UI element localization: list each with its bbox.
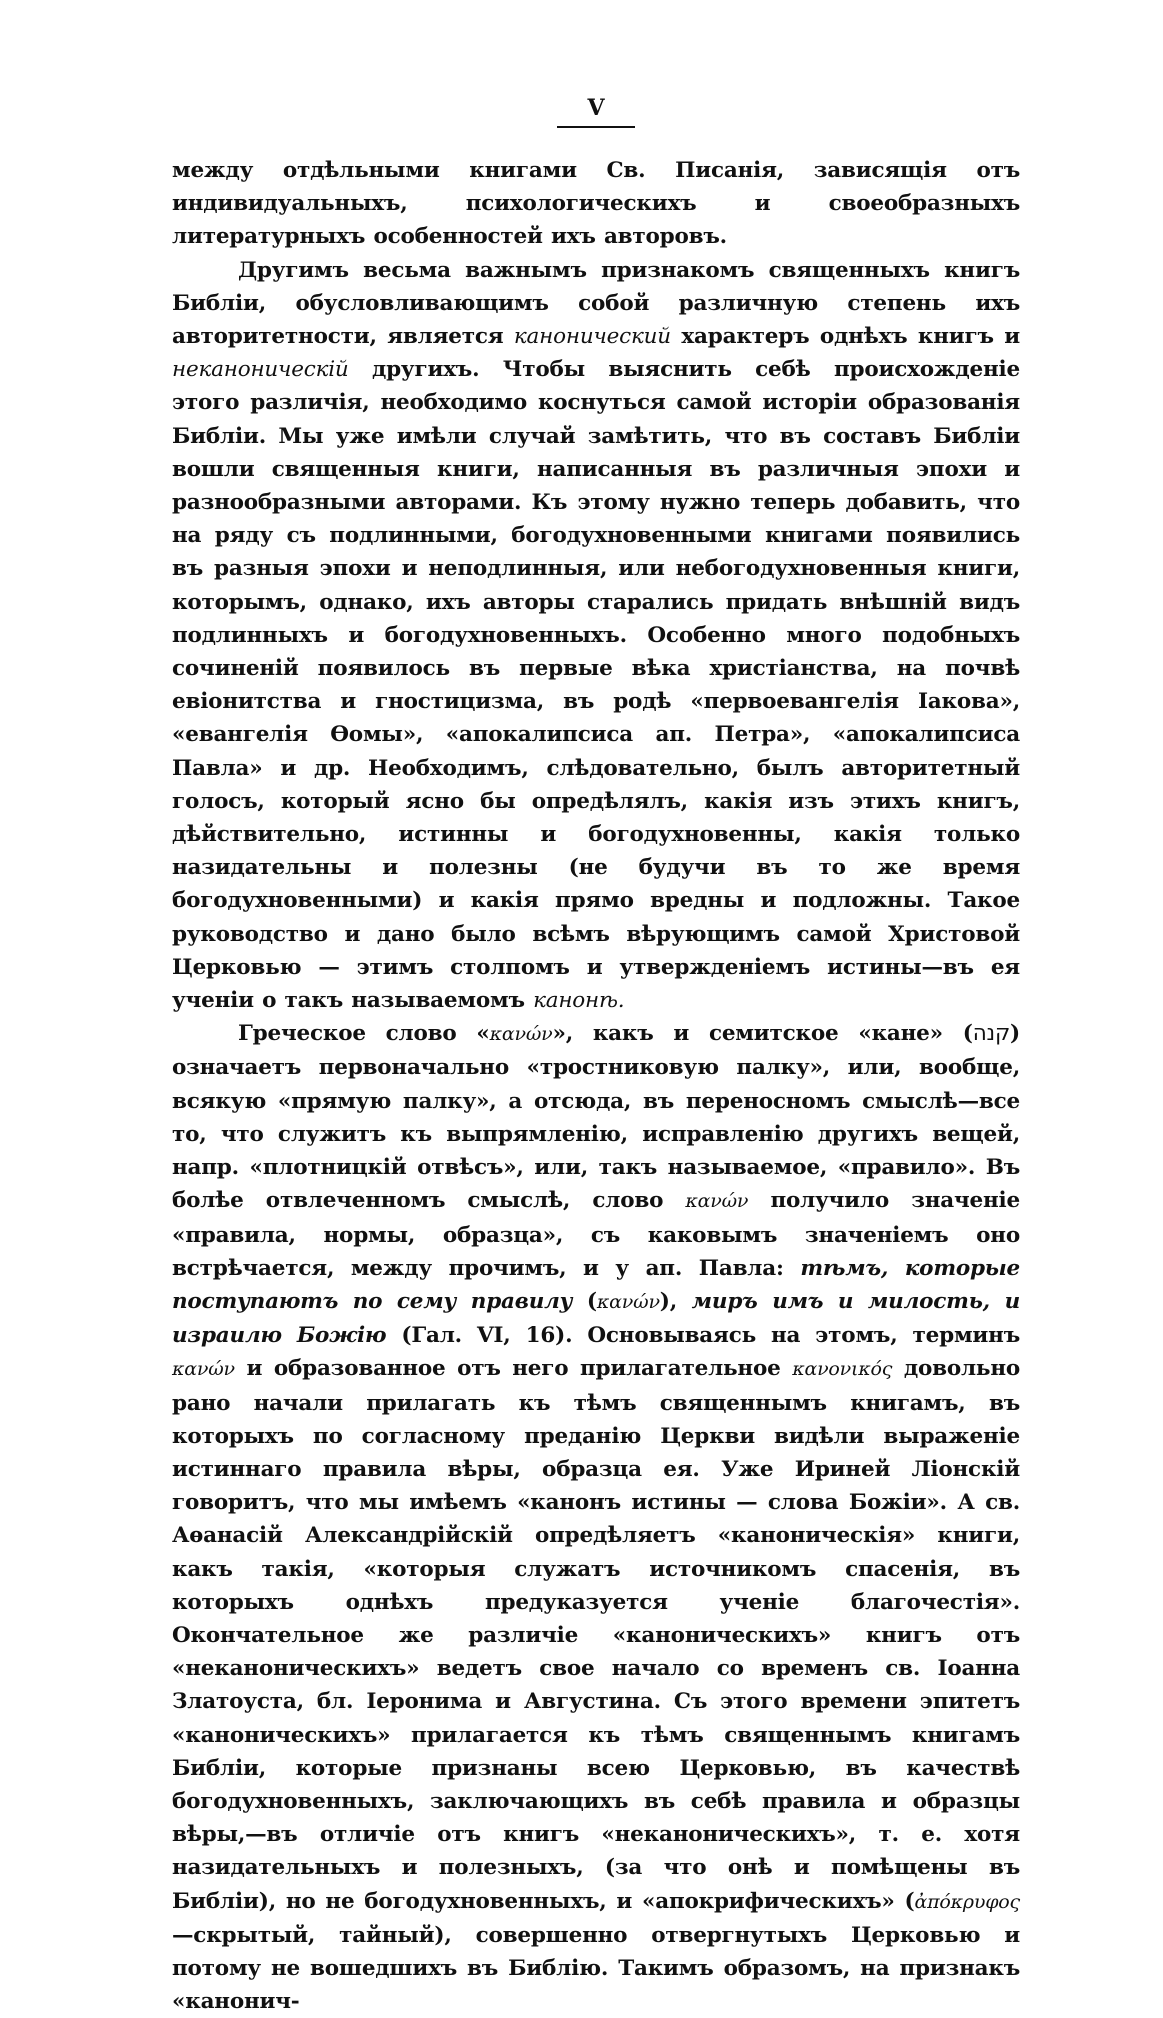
greek-word-kanon-4: κανών: [172, 1358, 235, 1381]
greek-word-kanon-1: κανών: [489, 1023, 553, 1046]
book-page: [172, 96, 1020, 2018]
page-number: V: [557, 96, 634, 128]
term-canonical: канонический: [513, 324, 671, 350]
paragraph-3-text-e: (: [572, 1288, 597, 1314]
paragraph-2-text-a: Другимъ весьма важнымъ признакомъ священныхъ книгъ Библіи, обусловливающимъ собой различную степень ихъ авторитетности, является: [172, 257, 1020, 350]
paragraph-2: [172, 254, 1020, 1018]
greek-word-kanonikos: κανονικός: [792, 1358, 893, 1381]
paragraph-2-text-c: другихъ. Чтобы выяснить себѣ происхожденіе этого различія, необходимо коснуться самой исторіи образованія Библіи. Мы уже имѣли случай замѣтить, что въ составъ Библіи вошли священныя книги, написанныя въ различныя эпохи и разнообразными авторами. Къ этому нужно теперь добавить, что на ряду съ подлинными, богодухновенными книгами появились въ разныя эпохи и неподлинныя, или небогодухновенныя книги, которымъ, однако, ихъ авторы старались придать внѣшній видъ подлинныхъ и богодухновенныхъ. Особенно много подобныхъ сочиненій появилось въ первые вѣка христіанства, на почвѣ евіонитства и гностицизма, въ родѣ «первоевангелія Іакова», «евангелія Ѳомы», «апокалипсиса ап. Петра», «апокалипсиса Павла» и др. Необходимъ, слѣдовательно, былъ авторитетный голосъ, который ясно бы опредѣлялъ, какія изъ этихъ книгъ, дѣйствительно, истинны и богодухновенны, какія только назидательны и полезны (не будучи въ то же время богодухновенными) и какія прямо вредны и подложны. Такое руководство и дано было всѣмъ вѣрующимъ самой Христовой Церковью — этимъ столпомъ и утвержденіемъ истины—въ ея ученіи о такъ называемомъ: [172, 357, 1020, 1014]
paragraph-3-text-j: —скрытый, тайный), совершенно отвергнутыхъ Церковью и потому не вошедшихъ въ Библію. Такимъ образомъ, на признакъ «канонич-: [172, 1922, 1020, 2015]
paragraph-3-text-g: (Гал. VI, 16). Основываясь на этомъ, терминъ: [386, 1323, 1021, 1349]
paragraph-3-text-b: », какъ и семитское «кане» (: [552, 1021, 973, 1047]
paragraph-3-text-d: получило значеніе «правила, нормы, образца», съ каковымъ значеніемъ оно встрѣчается, между прочимъ, и у ап. Павла:: [172, 1188, 1020, 1281]
paragraph-2-text-b: характеръ однѣхъ книгъ и: [670, 324, 1020, 350]
greek-word-kanon-2: κανών: [685, 1190, 749, 1213]
paragraph-1-text: между отдѣльными книгами Св. Писанія, зависящія отъ индивидуальныхъ, психологическихъ и своеобразныхъ литературныхъ особенностей ихъ авторовъ.: [172, 158, 1020, 250]
term-noncanonical: неканоническій: [172, 357, 349, 383]
greek-word-apokryphos: ἀπόκρυφος: [914, 1890, 1020, 1913]
paragraph-3-text-h: и образованное отъ него прилагательное: [234, 1356, 793, 1382]
paragraph-3-text-a: Греческое слово «: [238, 1021, 490, 1047]
greek-word-kanon-3: κανών: [596, 1290, 660, 1313]
scripture-quote-2: миръ имъ и милость, и израилю Божію: [172, 1288, 1020, 1349]
scripture-quote-1: тѣмъ, которые поступаютъ по сему правилу: [172, 1255, 1020, 1314]
body-text: [172, 154, 1020, 2018]
term-canon: канонѣ.: [533, 988, 625, 1014]
paragraph-3: [172, 1017, 1020, 2018]
paragraph-1: [172, 154, 1020, 254]
hebrew-word-kane: קנה: [972, 1021, 1010, 1047]
paragraph-3-text-f: ),: [659, 1288, 692, 1314]
page-header: [172, 96, 1020, 128]
paragraph-3-text-i: довольно рано начали прилагать къ тѣмъ священнымъ книгамъ, въ которыхъ по согласному преданію Церкви видѣли выраженіе истиннаго правила вѣры, образца ея. Уже Ириней Ліонскій говоритъ, что мы имѣемъ «канонъ истины — слова Божіи». А св. Аѳанасій Александрійскій опредѣляетъ «каноническія» книги, какъ такія, «которыя служатъ источникомъ спасенія, въ которыхъ однѣхъ предуказуется ученіе благочестія». Окончательное же различіе «каноническихъ» книгъ отъ «неканоническихъ» ведетъ свое начало со временъ св. Іоанна Златоуста, бл. Іеронима и Августина. Съ этого времени эпитетъ «каноническихъ» прилагается къ тѣмъ священнымъ книгамъ Библіи, которые признаны всею Церковью, въ качествѣ богодухновенныхъ, заключающихъ въ себѣ правила и образцы вѣры,—въ отличіе отъ книгъ «неканоническихъ», т. е. хотя назидательныхъ и полезныхъ, (за что онѣ и помѣщены въ Библіи), но не богодухновенныхъ, и «апокрифическихъ» (: [172, 1356, 1020, 1914]
paragraph-3-text-c: ) означаетъ первоначально «тростниковую палку», или, вообще, всякую «прямую палку», а отсюда, въ переносномъ смыслѣ—все то, что служитъ къ выпрямленію, исправленію другихъ вещей, напр. «плотницкій отвѣсъ», или, такъ называемое, «правило». Въ болѣе отвлеченномъ смыслѣ, слово: [172, 1021, 1020, 1214]
